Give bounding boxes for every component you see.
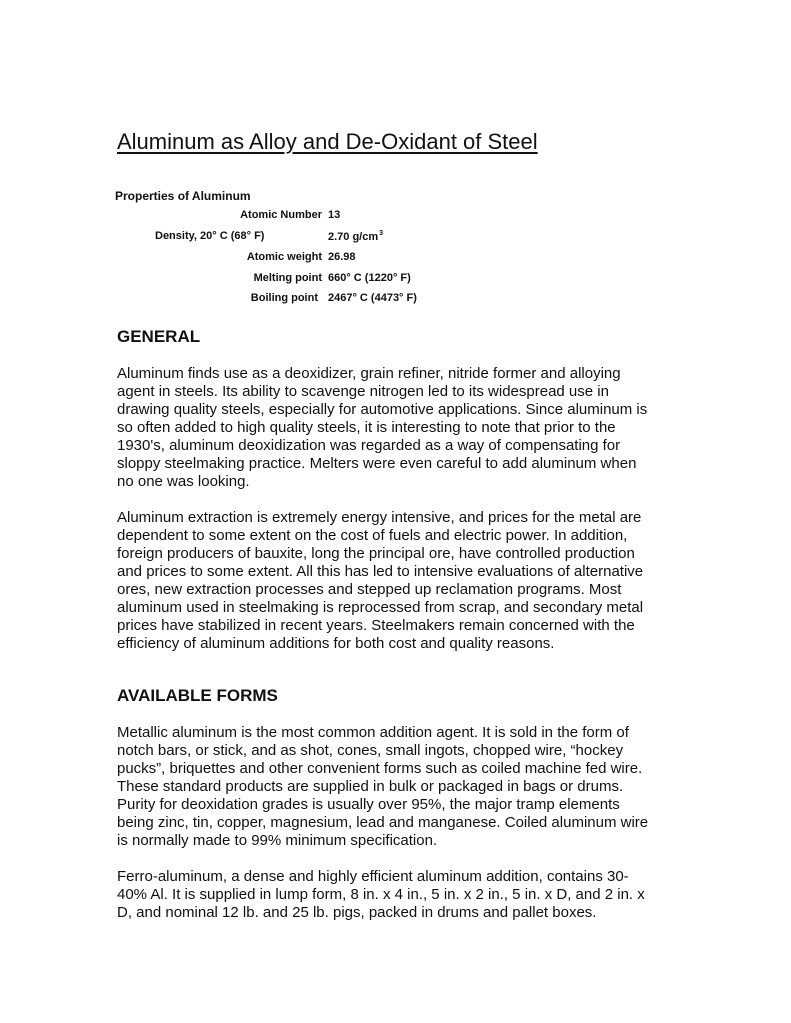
text-line: ores, new extraction processes and stepped up reclamation programs. Most (117, 581, 622, 598)
text-line: Aluminum extraction is extremely energy intensive, and prices for the metal are (117, 509, 642, 526)
text-line: efficiency of aluminum additions for both cost and quality reasons. (117, 635, 555, 652)
text-line: dependent to some extent on the cost of fuels and electric power. In addition, (117, 527, 628, 544)
text-line: notch bars, or stick, and as shot, cones, small ingots, chopped wire, “hockey (117, 742, 624, 759)
text-line: is normally made to 99% minimum specification. (117, 832, 438, 849)
property-label: Atomic Number (240, 209, 322, 221)
property-row-atomic-weight (0, 251, 791, 267)
text-line: Ferro-aluminum, a dense and highly efficient aluminum addition, contains 30- (117, 868, 629, 885)
text-line: Aluminum finds use as a deoxidizer, grain refiner, nitride former and alloying (117, 365, 621, 382)
property-label: Atomic weight (246, 251, 322, 263)
property-value: 2467° C (4473° F) (328, 292, 417, 304)
text-line: foreign producers of bauxite, long the principal ore, have controlled production (117, 545, 635, 562)
text-line: These standard products are supplied in bulk or packaged in bags or drums. (117, 778, 624, 795)
document-title: Aluminum as Alloy and De-Oxidant of Steel (117, 129, 538, 154)
property-value: 26.98 (328, 251, 356, 263)
text-line: prices have stabilized in recent years. Steelmakers remain concerned with the (117, 617, 635, 634)
superscript: 3 (379, 230, 384, 237)
text-line: 40% Al. It is supplied in lump form, 8 in. x 4 in., 5 in. x 2 in., 5 in. x D, and 2 in. x (117, 886, 645, 903)
property-value: 2.70 $g/cm^3$ (328, 230, 384, 243)
property-row-atomic-number (0, 209, 791, 225)
text-line: Purity for deoxidation grades is usually over 95%, the major tramp elements (117, 796, 620, 813)
paragraph-general-1 (117, 365, 677, 491)
text-line: aluminum used in steelmaking is reprocessed from scrap, and secondary metal (117, 599, 644, 616)
property-row-boiling-point (0, 292, 791, 308)
property-value: 13 (328, 209, 341, 221)
paragraph-available-forms-2 (117, 868, 677, 922)
paragraph-general-2 (117, 509, 677, 653)
property-label: Melting point (253, 272, 322, 284)
text-line: 1930's, aluminum deoxidization was regarded as a way of compensating for (117, 437, 621, 454)
property-row-melting-point (0, 272, 791, 288)
text-line: and prices to some extent. All this has led to intensive evaluations of alternative (117, 563, 644, 580)
text-line: pucks”, briquettes and other convenient forms such as coiled machine fed wire. (117, 760, 643, 777)
text-line: Metallic aluminum is the most common addition agent. It is sold in the form of (117, 724, 629, 741)
text-line: agent in steels. Its ability to scavenge nitrogen led to its widespread use in (117, 383, 609, 400)
paragraph-available-forms-1 (117, 724, 677, 850)
text-line: no one was looking. (117, 473, 250, 490)
text-line: D, and nominal 12 lb. and 25 lb. pigs, packed in drums and pallet boxes. (117, 904, 597, 921)
property-row-density (0, 230, 791, 246)
text-line: being zinc, tin, copper, magnesium, lead and manganese. Coiled aluminum wire (117, 814, 649, 831)
property-label: Density, 20° C (68° F) (155, 230, 265, 242)
section-heading-available-forms: AVAILABLE FORMS (117, 686, 278, 705)
text-line: sloppy steelmaking practice. Melters were even careful to add aluminum when (117, 455, 637, 472)
properties-heading: Properties of Aluminum (115, 189, 251, 203)
section-heading-general: GENERAL (117, 327, 201, 346)
property-label: Boiling point (250, 292, 318, 304)
property-value: 660° C (1220° F) (328, 272, 411, 284)
text-line: so often added to high quality steels, it is interesting to note that prior to the (117, 419, 616, 436)
text-line: drawing quality steels, especially for automotive applications. Since aluminum is (117, 401, 648, 418)
